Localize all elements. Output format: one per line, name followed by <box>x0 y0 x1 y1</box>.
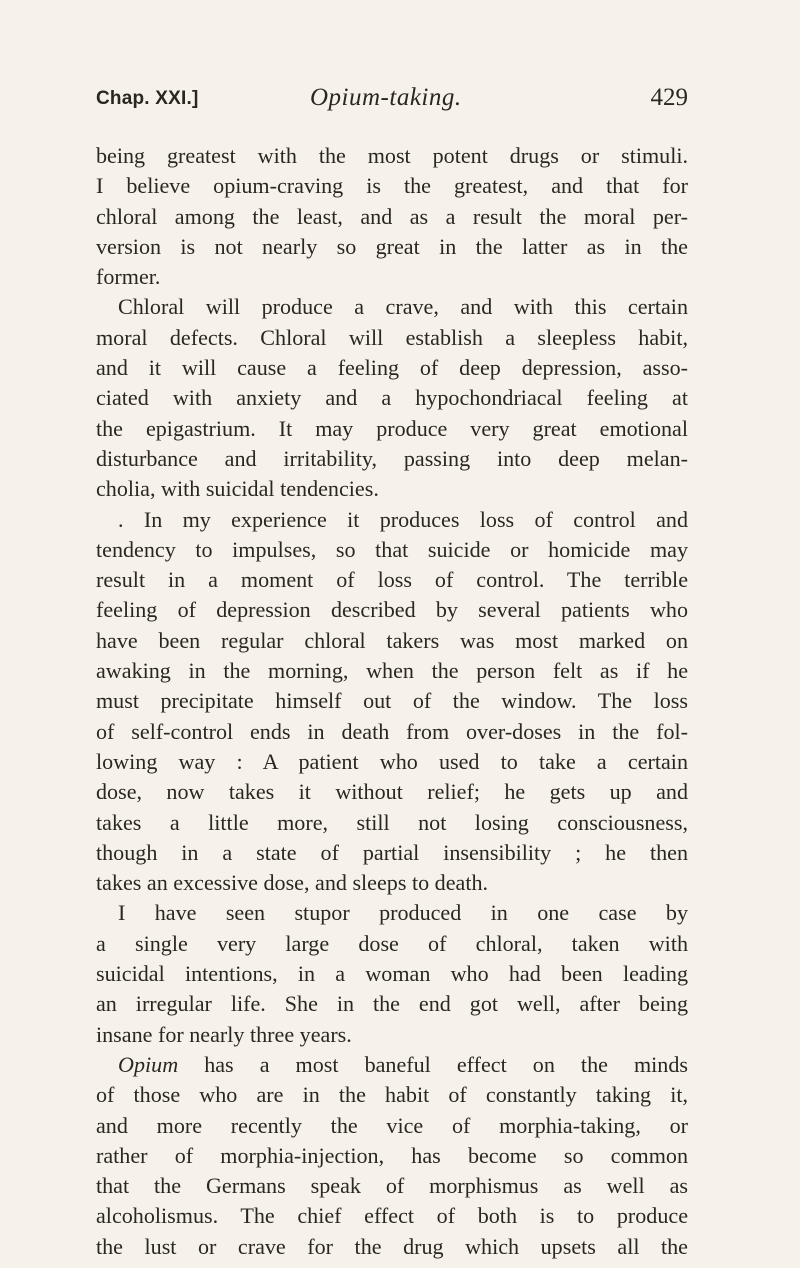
running-title: Opium-taking. <box>310 84 462 111</box>
text-line: alcoholismus. The chief effect of both is to produce <box>96 1203 688 1229</box>
text-line: former. <box>96 264 161 290</box>
emphasis-word: Opium <box>118 1051 179 1077</box>
text-line: takes an excessive dose, and sleeps to death. <box>96 870 489 896</box>
text-line: chloral among the least, and as a result the moral per- <box>96 203 688 229</box>
text-line: moral defects. Chloral will establish a sleepless habit, <box>96 324 688 350</box>
text-line: version is not nearly so great in the latter as in the <box>96 233 688 259</box>
text-line: rather of morphia-injection, has become so common <box>96 1142 688 1168</box>
text-line: insane for nearly three years. <box>96 1021 352 1047</box>
text-line-rest: has a most baneful effect on the minds <box>204 1051 688 1077</box>
text-line <box>96 1050 688 1080</box>
chapter-label: Chap. XXI.] <box>96 88 199 109</box>
text-line: I believe opium-craving is the greatest, and that for <box>96 173 688 199</box>
text-line: must precipitate himself out of the window. The loss <box>96 688 688 714</box>
page-number: 429 <box>650 84 688 111</box>
text-line: feeling of depression described by several patients who <box>96 597 688 623</box>
text-line: the lust or crave for the drug which upsets all the <box>96 1233 688 1259</box>
text-line: the epigastrium. It may produce very great emotional <box>96 415 688 441</box>
text-line: takes a little more, still not losing consciousness, <box>96 809 688 835</box>
text-line: have been regular chloral takers was most marked on <box>96 627 688 653</box>
text-line: cholia, with suicidal tendencies. <box>96 476 379 502</box>
text-line: and it will cause a feeling of deep depression, asso- <box>96 355 688 381</box>
text-line: ciated with anxiety and a hypochondriacal feeling at <box>96 385 688 411</box>
text-line: though in a state of partial insensibility ; he then <box>96 839 688 865</box>
text-line: that the Germans speak of morphismus as well as <box>96 1173 688 1199</box>
text-line: result in a moment of loss of control. The terrible <box>96 567 688 593</box>
text-line: lowing way : A patient who used to take a certain <box>96 748 688 774</box>
text-line: I have seen stupor produced in one case by <box>118 900 688 926</box>
text-line: a single very large dose of chloral, taken with <box>96 930 688 956</box>
running-header <box>96 84 688 118</box>
text-line: awaking in the morning, when the person felt as if he <box>96 658 688 684</box>
text-line: suicidal intentions, in a woman who had been leading <box>96 961 688 987</box>
text-line: being greatest with the most potent drugs or stimuli. <box>96 143 688 168</box>
text-line: disturbance and irritability, passing into deep melan- <box>96 445 688 471</box>
text-line: Chloral will produce a crave, and with this certain <box>118 294 688 320</box>
text-line: of self-control ends in death from over-doses in the fol- <box>96 718 688 744</box>
text-line: . In my experience it produces loss of control and <box>118 506 688 532</box>
text-line: dose, now takes it without relief; he gets up and <box>96 779 688 805</box>
body-text <box>96 141 688 1262</box>
text-line: tendency to impulses, so that suicide or homicide may <box>96 536 688 562</box>
text-line: and more recently the vice of morphia-taking, or <box>96 1112 688 1138</box>
text-line: of those who are in the habit of constantly taking it, <box>96 1082 688 1108</box>
text-line: an irregular life. She in the end got well, after being <box>96 991 688 1017</box>
